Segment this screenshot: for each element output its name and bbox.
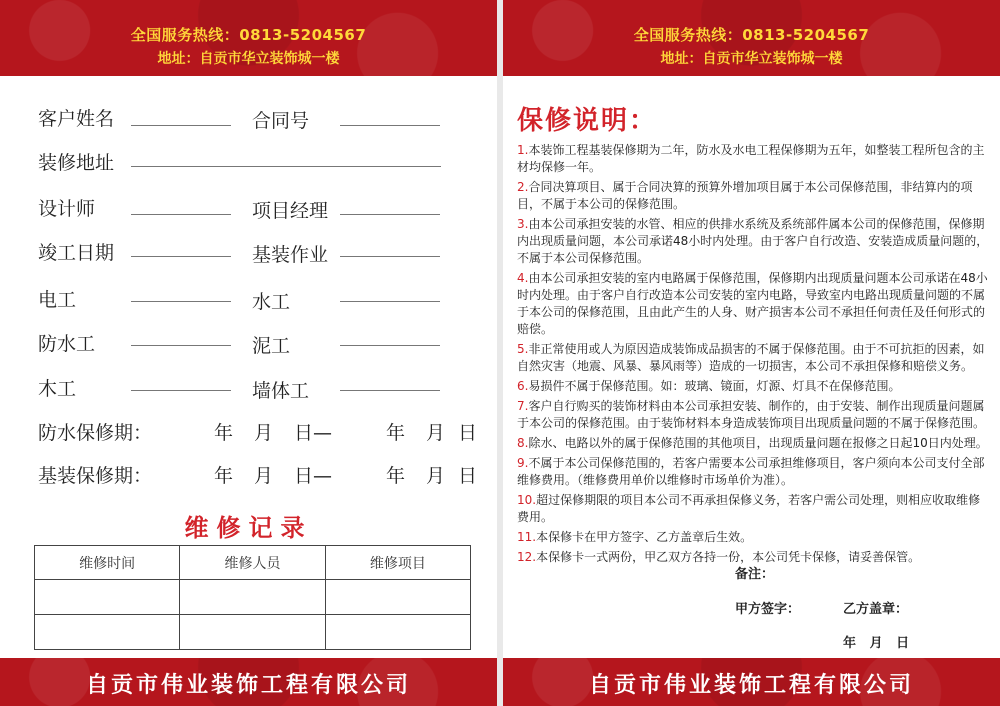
clause-item: 9.不属于本公司保修范围的，若客户需要本公司承担维修项目，客户须向本公司支付全部维修费用。（维修费用单价以维修时市场单价为准）。 [517, 456, 985, 487]
company-name: 自贡市伟业装饰工程有限公司 [85, 673, 411, 698]
base-warranty-label: 基装保修期： [38, 465, 153, 487]
party-b-stamp-label: 乙方盖章： [843, 602, 909, 617]
table-cell[interactable] [35, 615, 180, 650]
designer-label: 设计师 [38, 198, 96, 220]
start-year: 年 [214, 465, 234, 487]
waterproof-warranty-label: 防水保修期： [38, 422, 153, 444]
mason-line[interactable] [340, 345, 440, 346]
service-hotline: 全国服务热线：0813-5204567 [633, 26, 870, 44]
end-year: 年 [386, 465, 406, 487]
carpenter-label: 木工 [38, 378, 77, 400]
clause-item: 3.由本公司承担安装的水管、相应的供排水系统及系统部件属本公司的保修范围，保修期内出现质量问题，本公司承诺48小时内处理。由于客户自行改造、安装造成质量问题的，不属于本公司保修范围。 [517, 217, 989, 265]
footer-band [503, 658, 1000, 706]
clause-item: 8.除水、电路以外的属于保修范围的其他项目，出现质量问题在报修之日起10日内处理。 [517, 436, 988, 450]
decoration-address-label: 装修地址 [38, 152, 115, 174]
table-cell[interactable] [180, 580, 325, 615]
table-cell[interactable] [180, 615, 325, 650]
electrician-line[interactable] [131, 301, 231, 302]
project-manager-line[interactable] [340, 214, 440, 215]
table-cell[interactable] [325, 580, 470, 615]
completion-date-label: 竣工日期 [38, 242, 115, 264]
end-year: 年 [386, 422, 406, 444]
clause-item: 7.客户自行购买的装饰材料由本公司承担安装、制作的，由于安装、制作出现质量问题属于本公司的保修范围。由于装饰材料本身造成装饰项目出现质量问题的不属于保修范围。 [517, 399, 986, 430]
maintenance-record-table [34, 545, 471, 650]
start-month: 月 [254, 465, 274, 487]
header-band [503, 0, 1000, 76]
table-row [35, 580, 471, 615]
end-month: 月 [426, 422, 446, 444]
completion-date-line[interactable] [131, 256, 231, 257]
customer-name-label: 客户姓名 [38, 108, 115, 130]
remarks-label: 备注： [735, 567, 775, 582]
end-day: 日 [458, 422, 478, 444]
clause-item: 6.易损件不属于保修范围。如：玻璃、镜面，灯源、灯具不在保修范围。 [517, 379, 901, 393]
signature-date: 年 月 日 [843, 636, 910, 651]
carpenter-line[interactable] [131, 390, 231, 391]
contract-no-label: 合同号 [252, 110, 310, 132]
store-address: 地址：自贡市华立装饰城一楼 [157, 51, 340, 67]
end-month: 月 [426, 465, 446, 487]
warranty-title: 保修说明： [517, 106, 658, 136]
warranty-clauses [517, 142, 992, 569]
designer-line[interactable] [131, 214, 231, 215]
start-day: 日— [294, 422, 333, 444]
clause-item: 10.超过保修期限的项目本公司不再承担保修义务，若客户需公司处理，则相应收取维修费用。 [517, 493, 981, 524]
clause-item: 12.本保修卡一式两份，甲乙双方各持一份，本公司凭卡保修，请妥善保管。 [517, 550, 921, 564]
clause-item: 5.非正常使用或人为原因造成装饰成品损害的不属于保修范围。由于不可抗拒的因素，如自然灾害（地震、风暴、暴风雨等）造成的一切损害，本公司不承担保修和赔偿义务。 [517, 342, 985, 373]
registration-panel [0, 0, 497, 706]
wall-worker-line[interactable] [340, 390, 440, 391]
customer-name-line[interactable] [131, 125, 231, 126]
header-band [0, 0, 497, 76]
electrician-label: 电工 [38, 289, 77, 311]
decoration-address-line[interactable] [131, 166, 441, 167]
base-work-label: 基装作业 [252, 244, 329, 266]
store-address: 地址：自贡市华立装饰城一楼 [660, 51, 843, 67]
project-manager-label: 项目经理 [252, 200, 329, 222]
plumber-label: 水工 [252, 291, 291, 313]
footer-band [0, 658, 497, 706]
clause-item: 2.合同决算项目、属于合同决算的预算外增加项目属于本公司保修范围，非结算内的项目，不属于本公司的保修范围。 [517, 180, 973, 211]
clause-item: 11.本保修卡在甲方签字、乙方盖章后生效。 [517, 530, 753, 544]
waterproofer-label: 防水工 [38, 333, 96, 355]
start-day: 日— [294, 465, 333, 487]
clause-item: 4.由本公司承担安装的室内电路属于保修范围，保修期内出现质量问题本公司承诺在48小时内处理。由于客户自行改造本公司安装的室内电路，导致室内电路出现质量问题的不属于本公司的保修范围，且由此产生的人身、财产损害本公司不承担任何责任及任何形式的赔偿。 [517, 271, 988, 336]
company-name: 自贡市伟业装饰工程有限公司 [588, 673, 914, 698]
maintenance-record-title: 维修记录 [184, 514, 313, 542]
plumber-line[interactable] [340, 301, 440, 302]
table-row [35, 615, 471, 650]
column-header: 维修时间 [35, 546, 180, 580]
party-a-signature-label: 甲方签字： [735, 602, 801, 617]
column-header: 维修项目 [325, 546, 470, 580]
clause-item: 1.本装饰工程基装保修期为二年，防水及水电工程保修期为五年，如整装工程所包含的主材均保修一年。 [517, 143, 985, 174]
waterproofer-line[interactable] [131, 345, 231, 346]
warranty-panel [503, 0, 1000, 706]
end-day: 日 [458, 465, 478, 487]
start-year: 年 [214, 422, 234, 444]
table-cell[interactable] [35, 580, 180, 615]
mason-label: 泥工 [252, 335, 291, 357]
column-header: 维修人员 [180, 546, 325, 580]
base-work-line[interactable] [340, 256, 440, 257]
contract-no-line[interactable] [340, 125, 440, 126]
service-hotline: 全国服务热线：0813-5204567 [130, 26, 367, 44]
wall-worker-label: 墙体工 [252, 380, 310, 402]
start-month: 月 [254, 422, 274, 444]
table-cell[interactable] [325, 615, 470, 650]
table-header-row [35, 546, 471, 580]
